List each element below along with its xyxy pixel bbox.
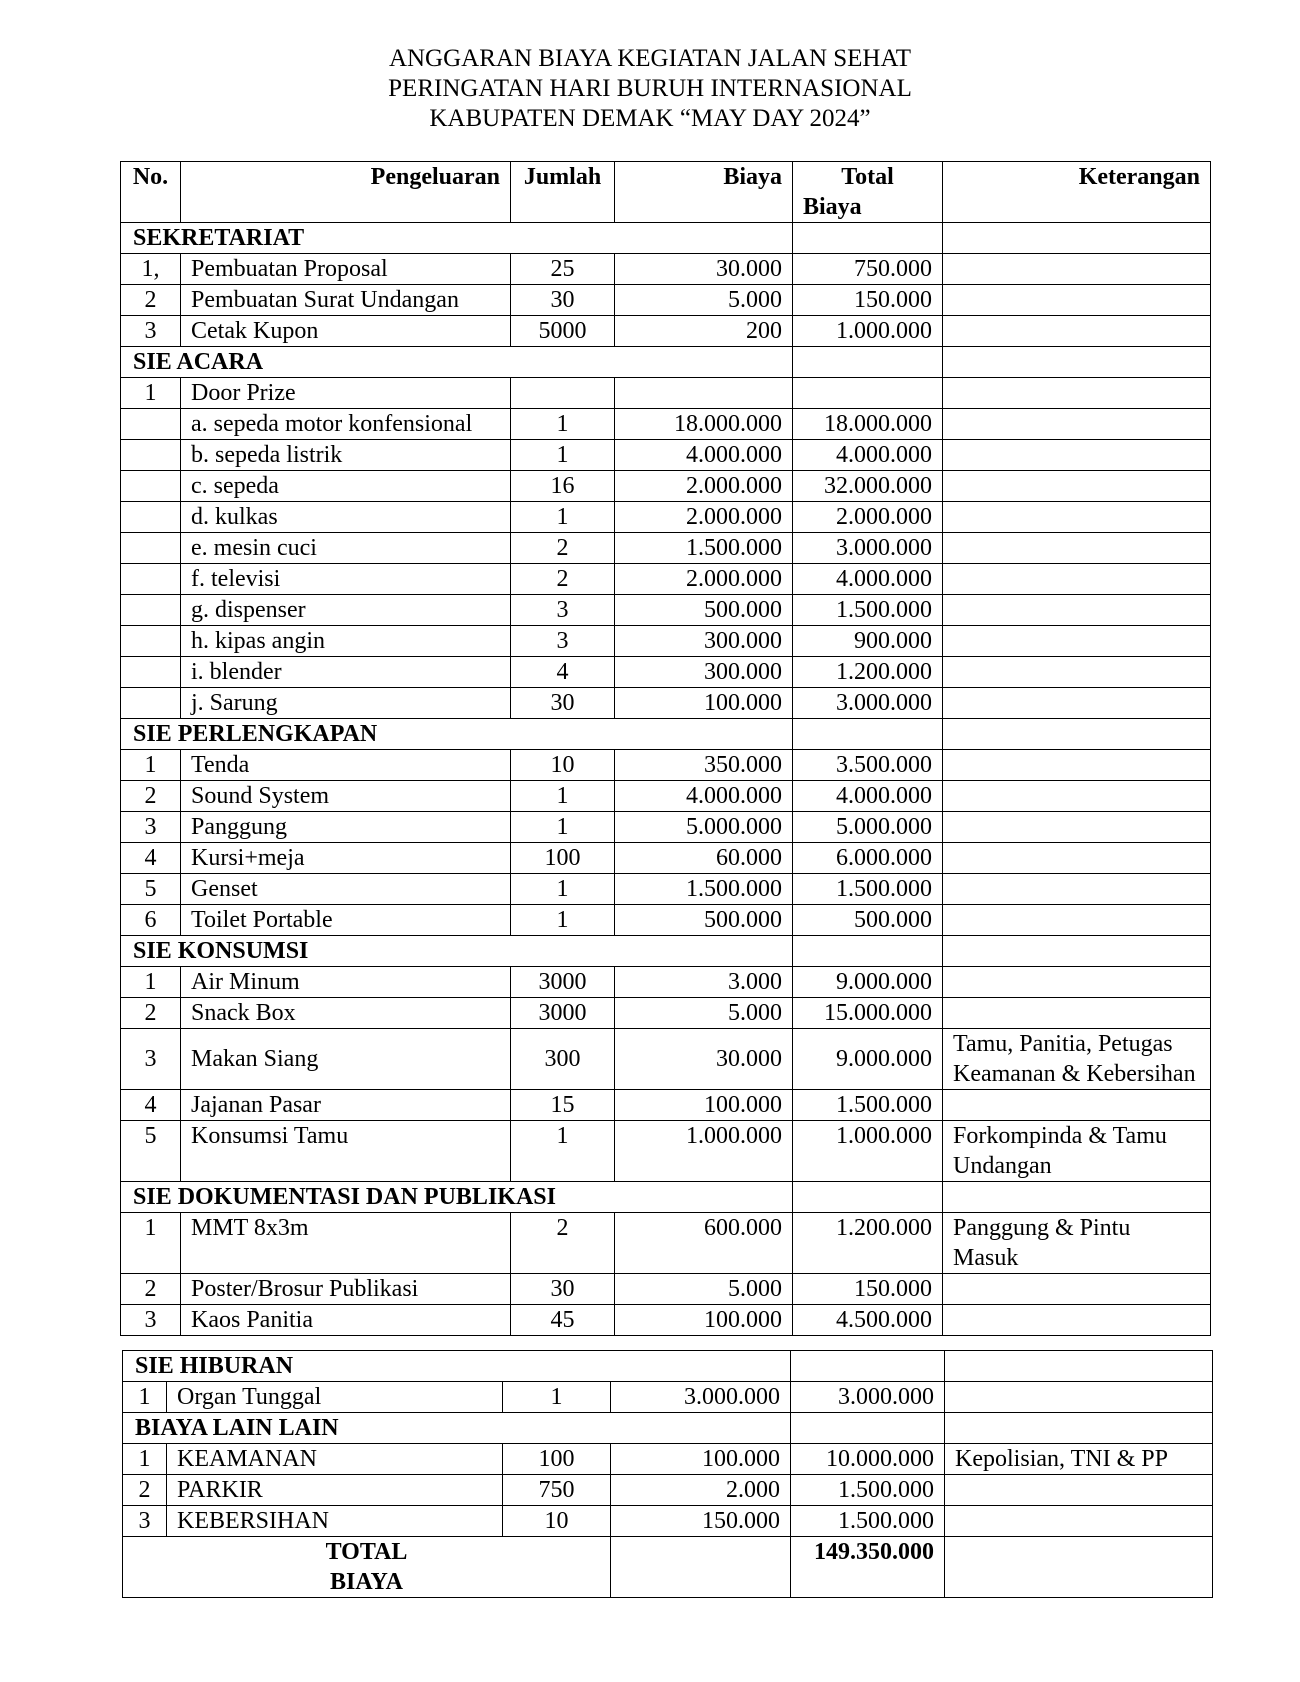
row-total: 1.500.000 <box>793 1090 943 1121</box>
row-biaya: 3.000 <box>615 967 793 998</box>
section-ket-empty <box>943 347 1211 378</box>
row-total: 1.500.000 <box>793 874 943 905</box>
row-no: 1 <box>121 967 181 998</box>
row-jumlah: 1 <box>511 440 615 471</box>
row-total: 9.000.000 <box>793 1029 943 1090</box>
row-jumlah: 45 <box>511 1305 615 1336</box>
table-row <box>121 1090 1211 1121</box>
row-biaya: 300.000 <box>615 657 793 688</box>
section-row <box>123 1351 1213 1382</box>
section-row <box>121 347 1211 378</box>
row-biaya: 2.000.000 <box>615 502 793 533</box>
row-no <box>121 502 181 533</box>
header-no: No. <box>121 162 181 223</box>
row-jumlah: 1 <box>511 874 615 905</box>
section-title: SIE PERLENGKAPAN <box>121 719 615 750</box>
row-total: 4.000.000 <box>793 564 943 595</box>
table-row <box>121 1121 1211 1182</box>
row-keterangan: Forkompinda & Tamu Undangan <box>943 1121 1211 1182</box>
row-keterangan <box>945 1475 1213 1506</box>
section-title: SEKRETARIAT <box>121 223 615 254</box>
row-no: 1, <box>121 254 181 285</box>
row-keterangan: Tamu, Panitia, Petugas Keamanan & Kebersihan <box>943 1029 1211 1090</box>
table-row <box>121 1029 1211 1090</box>
row-jumlah: 3000 <box>511 967 615 998</box>
row-item: KEAMANAN <box>167 1444 503 1475</box>
row-jumlah: 750 <box>503 1475 611 1506</box>
row-jumlah: 2 <box>511 533 615 564</box>
row-no: 6 <box>121 905 181 936</box>
row-jumlah: 10 <box>503 1506 611 1537</box>
section-title: SIE ACARA <box>121 347 615 378</box>
row-biaya: 5.000 <box>615 998 793 1029</box>
row-item: c. sepeda <box>181 471 511 502</box>
section-ket-empty <box>945 1413 1213 1444</box>
row-keterangan <box>945 1382 1213 1413</box>
table-row <box>121 1305 1211 1336</box>
row-jumlah: 1 <box>511 781 615 812</box>
row-no: 3 <box>121 812 181 843</box>
grand-total-label-line1: TOTAL <box>325 1539 408 1565</box>
row-total: 15.000.000 <box>793 998 943 1029</box>
section-ket-empty <box>943 1182 1211 1213</box>
table-row <box>123 1506 1213 1537</box>
row-total: 1.500.000 <box>793 595 943 626</box>
row-total: 4.000.000 <box>793 440 943 471</box>
section-title: SIE DOKUMENTASI DAN PUBLIKASI <box>121 1182 615 1213</box>
row-item: Kursi+meja <box>181 843 511 874</box>
row-item: Sound System <box>181 781 511 812</box>
row-biaya: 350.000 <box>615 750 793 781</box>
row-total: 6.000.000 <box>793 843 943 874</box>
row-no <box>121 657 181 688</box>
row-jumlah: 1 <box>511 905 615 936</box>
table-row <box>121 409 1211 440</box>
grand-total-label <box>123 1537 611 1598</box>
row-biaya: 30.000 <box>615 1029 793 1090</box>
row-jumlah: 1 <box>511 812 615 843</box>
table-row <box>121 688 1211 719</box>
row-total <box>793 378 943 409</box>
row-keterangan <box>943 409 1211 440</box>
table-row <box>121 533 1211 564</box>
section-spacer <box>615 347 793 378</box>
section-ket-empty <box>943 936 1211 967</box>
row-total: 10.000.000 <box>791 1444 945 1475</box>
row-total: 500.000 <box>793 905 943 936</box>
table-row <box>121 564 1211 595</box>
row-item: Pembuatan Surat Undangan <box>181 285 511 316</box>
row-biaya: 3.000.000 <box>611 1382 791 1413</box>
section-row <box>121 719 1211 750</box>
row-item: h. kipas angin <box>181 626 511 657</box>
row-item: Makan Siang <box>181 1029 511 1090</box>
row-keterangan <box>943 254 1211 285</box>
row-keterangan <box>943 657 1211 688</box>
row-total: 3.000.000 <box>793 688 943 719</box>
row-biaya: 4.000.000 <box>615 440 793 471</box>
row-keterangan <box>943 595 1211 626</box>
row-item: a. sepeda motor konfensional <box>181 409 511 440</box>
section-ket-empty <box>943 719 1211 750</box>
row-item: b. sepeda listrik <box>181 440 511 471</box>
document-title <box>0 44 1300 134</box>
header-biaya: Biaya <box>615 162 793 223</box>
row-keterangan <box>943 626 1211 657</box>
row-total: 2.000.000 <box>793 502 943 533</box>
table-row <box>121 595 1211 626</box>
row-jumlah: 25 <box>511 254 615 285</box>
row-keterangan <box>943 812 1211 843</box>
row-biaya: 5.000 <box>615 285 793 316</box>
row-item: e. mesin cuci <box>181 533 511 564</box>
row-item: f. televisi <box>181 564 511 595</box>
row-keterangan <box>943 502 1211 533</box>
row-keterangan <box>943 750 1211 781</box>
row-item: Kaos Panitia <box>181 1305 511 1336</box>
section-spacer <box>611 1413 791 1444</box>
row-total: 3.500.000 <box>793 750 943 781</box>
row-biaya: 500.000 <box>615 905 793 936</box>
section-total-empty <box>793 347 943 378</box>
row-jumlah: 1 <box>511 409 615 440</box>
row-jumlah: 3000 <box>511 998 615 1029</box>
row-keterangan <box>943 998 1211 1029</box>
row-no: 3 <box>121 1029 181 1090</box>
row-keterangan <box>943 1090 1211 1121</box>
row-no: 4 <box>121 1090 181 1121</box>
section-total-empty <box>793 936 943 967</box>
row-biaya: 300.000 <box>615 626 793 657</box>
table-row <box>121 1274 1211 1305</box>
row-biaya: 1.000.000 <box>615 1121 793 1182</box>
row-jumlah: 30 <box>511 1274 615 1305</box>
budget-table-main <box>120 161 1211 1336</box>
row-keterangan <box>943 1305 1211 1336</box>
row-biaya: 100.000 <box>611 1444 791 1475</box>
row-keterangan <box>945 1506 1213 1537</box>
row-no: 1 <box>123 1382 167 1413</box>
row-jumlah: 10 <box>511 750 615 781</box>
section-total-empty <box>793 719 943 750</box>
row-keterangan <box>943 440 1211 471</box>
row-jumlah: 1 <box>503 1382 611 1413</box>
row-item: Snack Box <box>181 998 511 1029</box>
row-total: 4.500.000 <box>793 1305 943 1336</box>
row-no <box>121 440 181 471</box>
row-no: 3 <box>121 1305 181 1336</box>
row-jumlah: 15 <box>511 1090 615 1121</box>
row-item: Toilet Portable <box>181 905 511 936</box>
row-biaya: 600.000 <box>615 1213 793 1274</box>
table-row <box>121 626 1211 657</box>
row-item: PARKIR <box>167 1475 503 1506</box>
section-spacer <box>611 1351 791 1382</box>
table-row <box>121 905 1211 936</box>
table-row <box>121 781 1211 812</box>
row-item: Door Prize <box>181 378 511 409</box>
row-keterangan <box>943 316 1211 347</box>
section-total-empty <box>791 1351 945 1382</box>
title-line-2: PERINGATAN HARI BURUH INTERNASIONAL <box>388 75 912 102</box>
row-biaya: 2.000 <box>611 1475 791 1506</box>
table-header-row <box>121 162 1211 223</box>
row-item: d. kulkas <box>181 502 511 533</box>
table-row <box>121 843 1211 874</box>
table-row <box>123 1475 1213 1506</box>
table-row <box>121 316 1211 347</box>
section-total-empty <box>793 1182 943 1213</box>
row-keterangan <box>943 874 1211 905</box>
row-keterangan: Kepolisian, TNI & PP <box>945 1444 1213 1475</box>
row-keterangan <box>943 471 1211 502</box>
row-jumlah: 5000 <box>511 316 615 347</box>
row-biaya <box>615 378 793 409</box>
table-row <box>121 502 1211 533</box>
row-total: 5.000.000 <box>793 812 943 843</box>
table-row <box>123 1382 1213 1413</box>
row-item: Organ Tunggal <box>167 1382 503 1413</box>
section-total-empty <box>791 1413 945 1444</box>
row-jumlah: 2 <box>511 1213 615 1274</box>
row-jumlah: 4 <box>511 657 615 688</box>
header-pengeluaran: Pengeluaran <box>181 162 511 223</box>
row-jumlah: 2 <box>511 564 615 595</box>
row-item: Cetak Kupon <box>181 316 511 347</box>
section-title: SIE KONSUMSI <box>121 936 615 967</box>
row-keterangan <box>943 905 1211 936</box>
row-no: 2 <box>121 285 181 316</box>
row-total: 1.500.000 <box>791 1475 945 1506</box>
table-row <box>121 254 1211 285</box>
row-total: 150.000 <box>793 285 943 316</box>
row-total: 1.000.000 <box>793 316 943 347</box>
grand-total-label-line2: BIAYA <box>330 1569 403 1595</box>
row-jumlah: 100 <box>511 843 615 874</box>
grand-total-empty <box>611 1537 791 1598</box>
row-jumlah: 3 <box>511 595 615 626</box>
table-row <box>121 1213 1211 1274</box>
section-spacer <box>615 719 793 750</box>
row-no: 1 <box>121 378 181 409</box>
row-jumlah: 30 <box>511 688 615 719</box>
row-total: 1.200.000 <box>793 1213 943 1274</box>
section-ket-empty <box>943 223 1211 254</box>
section-title: SIE HIBURAN <box>123 1351 611 1382</box>
row-jumlah: 1 <box>511 502 615 533</box>
section-ket-empty <box>945 1351 1213 1382</box>
row-no: 1 <box>123 1444 167 1475</box>
table-row <box>121 378 1211 409</box>
title-line-1: ANGGARAN BIAYA KEGIATAN JALAN SEHAT <box>388 45 912 72</box>
row-biaya: 2.000.000 <box>615 471 793 502</box>
row-biaya: 100.000 <box>615 1305 793 1336</box>
row-biaya: 5.000.000 <box>615 812 793 843</box>
table-row <box>121 874 1211 905</box>
row-item: KEBERSIHAN <box>167 1506 503 1537</box>
row-no <box>121 626 181 657</box>
row-biaya: 100.000 <box>615 688 793 719</box>
row-no: 4 <box>121 843 181 874</box>
row-item: Jajanan Pasar <box>181 1090 511 1121</box>
row-jumlah: 30 <box>511 285 615 316</box>
row-no: 2 <box>121 1274 181 1305</box>
row-jumlah <box>511 378 615 409</box>
row-jumlah: 3 <box>511 626 615 657</box>
row-biaya: 100.000 <box>615 1090 793 1121</box>
row-biaya: 150.000 <box>611 1506 791 1537</box>
section-row <box>123 1413 1213 1444</box>
row-total: 3.000.000 <box>791 1382 945 1413</box>
header-keterangan: Keterangan <box>943 162 1211 223</box>
row-no: 5 <box>121 874 181 905</box>
table-row <box>121 812 1211 843</box>
row-jumlah: 100 <box>503 1444 611 1475</box>
row-biaya: 200 <box>615 316 793 347</box>
row-biaya: 60.000 <box>615 843 793 874</box>
section-spacer <box>615 223 793 254</box>
row-keterangan <box>943 843 1211 874</box>
row-keterangan <box>943 1274 1211 1305</box>
row-no <box>121 409 181 440</box>
row-item: MMT 8x3m <box>181 1213 511 1274</box>
table-row <box>121 657 1211 688</box>
row-no <box>121 471 181 502</box>
row-biaya: 5.000 <box>615 1274 793 1305</box>
row-keterangan <box>943 688 1211 719</box>
row-keterangan: Panggung & Pintu Masuk <box>943 1213 1211 1274</box>
row-jumlah: 1 <box>511 1121 615 1182</box>
row-biaya: 1.500.000 <box>615 874 793 905</box>
table-row <box>121 967 1211 998</box>
row-biaya: 30.000 <box>615 254 793 285</box>
title-line-3: KABUPATEN DEMAK “MAY DAY 2024” <box>429 105 871 132</box>
row-item: Air Minum <box>181 967 511 998</box>
table-row <box>123 1444 1213 1475</box>
row-biaya: 500.000 <box>615 595 793 626</box>
row-item: Poster/Brosur Publikasi <box>181 1274 511 1305</box>
table-row <box>121 998 1211 1029</box>
row-total: 1.200.000 <box>793 657 943 688</box>
row-total: 3.000.000 <box>793 533 943 564</box>
row-biaya: 1.500.000 <box>615 533 793 564</box>
row-no: 2 <box>121 998 181 1029</box>
row-total: 18.000.000 <box>793 409 943 440</box>
section-row <box>121 223 1211 254</box>
row-no: 3 <box>121 316 181 347</box>
row-item: Genset <box>181 874 511 905</box>
row-item: Panggung <box>181 812 511 843</box>
row-biaya: 18.000.000 <box>615 409 793 440</box>
grand-total-row <box>123 1537 1213 1598</box>
table-row <box>121 285 1211 316</box>
row-biaya: 2.000.000 <box>615 564 793 595</box>
header-total-line1: Total <box>841 164 894 190</box>
row-no: 2 <box>121 781 181 812</box>
row-item: Tenda <box>181 750 511 781</box>
section-spacer <box>615 936 793 967</box>
grand-total-value: 149.350.000 <box>791 1537 945 1598</box>
row-biaya: 4.000.000 <box>615 781 793 812</box>
row-jumlah: 300 <box>511 1029 615 1090</box>
row-total: 9.000.000 <box>793 967 943 998</box>
row-keterangan <box>943 564 1211 595</box>
row-total: 1.500.000 <box>791 1506 945 1537</box>
row-keterangan <box>943 967 1211 998</box>
section-spacer <box>615 1182 793 1213</box>
row-no <box>121 564 181 595</box>
table-row <box>121 471 1211 502</box>
row-keterangan <box>943 781 1211 812</box>
row-keterangan <box>943 285 1211 316</box>
row-total: 150.000 <box>793 1274 943 1305</box>
row-no: 1 <box>121 750 181 781</box>
budget-table-continued <box>122 1350 1213 1598</box>
row-item: j. Sarung <box>181 688 511 719</box>
grand-total-ket <box>945 1537 1213 1598</box>
row-total: 900.000 <box>793 626 943 657</box>
section-row <box>121 936 1211 967</box>
row-keterangan <box>943 378 1211 409</box>
table-row <box>121 750 1211 781</box>
row-jumlah: 16 <box>511 471 615 502</box>
section-total-empty <box>793 223 943 254</box>
row-no <box>121 533 181 564</box>
row-total: 1.000.000 <box>793 1121 943 1182</box>
row-no <box>121 595 181 626</box>
row-no: 2 <box>123 1475 167 1506</box>
row-item: g. dispenser <box>181 595 511 626</box>
row-no: 3 <box>123 1506 167 1537</box>
header-total <box>793 162 943 223</box>
row-item: i. blender <box>181 657 511 688</box>
table-row <box>121 440 1211 471</box>
row-keterangan <box>943 533 1211 564</box>
header-total-line2: Biaya <box>803 194 862 220</box>
row-total: 750.000 <box>793 254 943 285</box>
row-no: 5 <box>121 1121 181 1182</box>
row-no <box>121 688 181 719</box>
header-jumlah: Jumlah <box>511 162 615 223</box>
row-total: 4.000.000 <box>793 781 943 812</box>
row-total: 32.000.000 <box>793 471 943 502</box>
row-item: Pembuatan Proposal <box>181 254 511 285</box>
row-item: Konsumsi Tamu <box>181 1121 511 1182</box>
row-no: 1 <box>121 1213 181 1274</box>
section-title: BIAYA LAIN LAIN <box>123 1413 611 1444</box>
section-row <box>121 1182 1211 1213</box>
